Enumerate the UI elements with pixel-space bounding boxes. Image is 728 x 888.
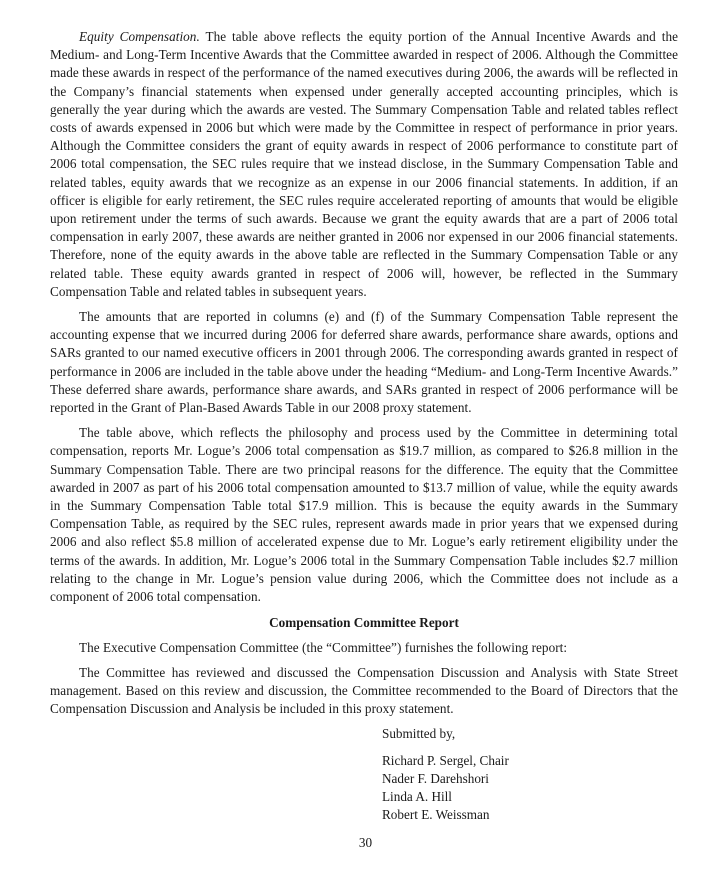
signatory-name: Nader F. Darehshori (382, 770, 489, 786)
report-heading: Compensation Committee Report (269, 615, 459, 631)
equity-compensation-lead: Equity Compensation. (79, 29, 200, 44)
document-page (50, 28, 678, 853)
signatory-name: Richard P. Sergel, Chair (382, 752, 509, 768)
equity-compensation-paragraph (50, 28, 678, 301)
equity-compensation-text: The table above reflects the equity portion of the Annual Incentive Awards and the Medium- and Long-Term Incentive Awards that the Committee awarded in respect of 2006. Although the Committee made these awards in respect of the performance of the named executives during 2006, the awards will be reflected in the Company’s financial statements when expensed under generally accepted accounting principles, which is generally the year during which the awards are vested. The Summary Compensation Table and related tables reflect costs of awards expensed in 2006 but which were made by the Committee in respect of performance in prior years. Although the Committee considers the grant of equity awards in respect of 2006 performance to constitute part of 2006 total compensation, the SEC rules require that we instead disclose, in the Summary Compensation Table and related tables, equity awards that we recognize as an expense in our 2006 financial statements. In addition, if an officer is eligible for early retirement, the SEC rules require accelerated reporting of amounts that would be eligible upon retirement under the terms of such awards. Because we grant the equity awards that are a part of 2006 total compensation in early 2007, these awards are neither granted in 2006 nor expensed in our 2006 financial statements. Therefore, none of the equity awards in the above table are reflected in the Summary Compensation Table or any related table. These equity awards granted in respect of 2006 will, however, be reflected in the Summary Compensation Table and related tables in subsequent years. (50, 29, 678, 299)
page-number: 30 (358, 835, 373, 851)
amounts-reported-paragraph: The amounts that are reported in columns (e) and (f) of the Summary Compensation Table represent the accounting expense that we incurred during 2006 for deferred share awards, performance share awards, options and SARs granted to our named executive officers in 2001 through 2006. The corresponding awards granted in respect of performance in 2006 are included in the table above under the heading “Medium- and Long-Term Incentive Awards.” These deferred share awards, performance share awards, and SARs granted in respect of 2006 performance will be reported in the Grant of Plan-Based Awards Table in our 2008 proxy statement. (50, 309, 678, 416)
report-body-paragraph: The Committee has reviewed and discussed the Compensation Discussion and Analysis with State Street management. Based on this review and discussion, the Committee recommended to the Board of Directors that the Compensation Discussion and Analysis be included in this proxy statement. (50, 664, 678, 717)
signatory-name: Robert E. Weissman (382, 807, 490, 823)
report-intro-paragraph: The Executive Compensation Committee (the “Committee”) furnishes the following report: (79, 639, 568, 655)
philosophy-paragraph: The table above, which reflects the philosophy and process used by the Committee in determining total compensation, reports Mr. Logue’s 2006 total compensation as $19.7 million, as compared to $26.8 million in the Summary Compensation Table. There are two principal reasons for the difference. The equity that the Committee awarded in 2007 as part of his 2006 total compensation amounted to $13.7 million of value, while the equity awards in the Summary Compensation Table total $17.9 million. This is because the equity awards in the Summary Compensation Table, as required by the SEC rules, represent awards made in prior years that we expensed during 2006 and also reflect $5.8 million of accelerated expense due to Mr. Logue’s early retirement eligibility under the terms of the awards. In addition, Mr. Logue’s 2006 total in the Summary Compensation Table includes $2.7 million relating to the change in Mr. Logue’s pension value during 2006, which the Committee does not include as a component of 2006 total compensation. (50, 425, 678, 605)
submitted-by-label: Submitted by, (382, 726, 456, 742)
signature-block (382, 725, 678, 824)
signatory-name: Linda A. Hill (382, 788, 452, 804)
